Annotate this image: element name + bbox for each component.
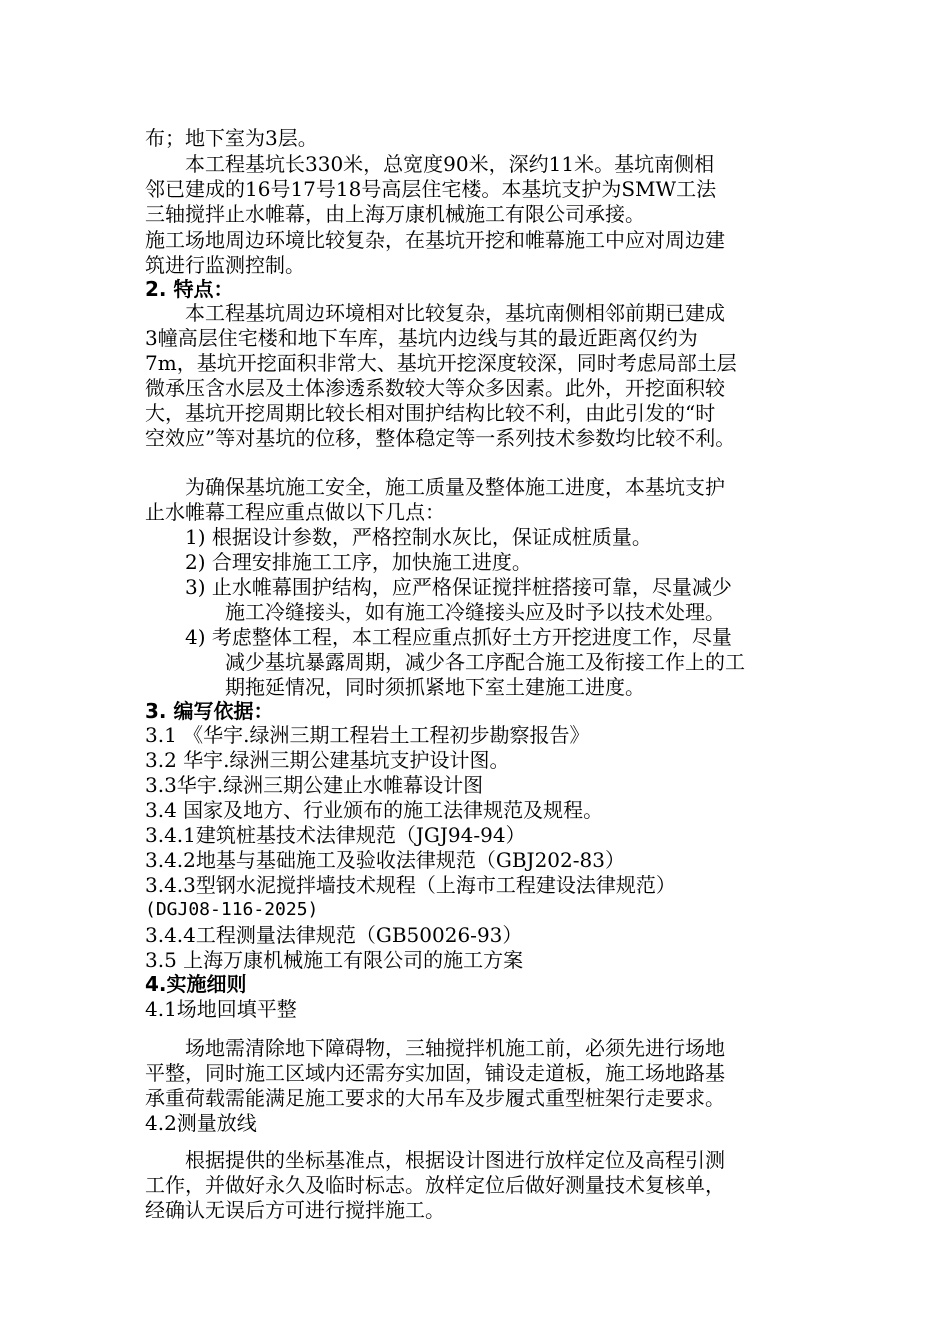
text-line: 大，基坑开挖周期比较长相对围护结构比较不利，由此引发的“时 [145, 401, 716, 425]
reference-item: 3.5 上海万康机械施工有限公司的施工方案 [145, 948, 524, 972]
reference-item: 3.4.4工程测量法律规范（GB50026-93） [145, 923, 523, 947]
text-line: 为确保基坑施工安全，施工质量及整体施工进度，本基坑支护 [145, 475, 725, 499]
text-line: 7m，基坑开挖面积非常大、基坑开挖深度较深，同时考虑局部土层 [145, 351, 737, 375]
text-line: 微承压含水层及土体渗透系数较大等众多因素。此外，开挖面积较 [145, 376, 725, 400]
text-line: 本工程基坑周边环境相对比较复杂，基坑南侧相邻前期已建成 [145, 301, 725, 325]
text-line: 根据提供的坐标基准点，根据设计图进行放样定位及高程引测 [145, 1148, 725, 1172]
text-line: 本工程基坑长330米，总宽度90米，深约11米。基坑南侧相 [145, 152, 715, 176]
reference-item: 3.3华宇.绿洲三期公建止水帷幕设计图 [145, 773, 484, 797]
list-item-continued: 施工冷缝接头，如有施工冷缝接头应及时予以技术处理。 [145, 600, 725, 624]
text-line: 承重荷载需能满足施工要求的大吊车及步履式重型桩架行走要求。 [145, 1086, 725, 1110]
text-line: 布；地下室为3层。 [145, 126, 318, 150]
reference-item: 3.1 《华宇.绿洲三期工程岩土工程初步勘察报告》 [145, 723, 590, 747]
list-item: 3) 止水帷幕围护结构，应严格保证搅拌桩搭接可靠，尽量减少 [145, 575, 732, 599]
text-line: 筑进行监测控制。 [145, 253, 305, 277]
list-item-continued: 期拖延情况，同时须抓紧地下室土建施工进度。 [145, 675, 645, 699]
text-line: 平整，同时施工区域内还需夯实加固，铺设走道板，施工场地路基 [145, 1061, 725, 1085]
text-line: 工作，并做好永久及临时标志。放样定位后做好测量技术复核单， [145, 1173, 725, 1197]
text-line: 三轴搅拌止水帷幕，由上海万康机械施工有限公司承接。 [145, 202, 645, 226]
reference-item: 3.4.2地基与基础施工及验收法律规范（GBJ202-83） [145, 848, 625, 872]
text-line: 施工场地周边环境比较复杂，在基坑开挖和帷幕施工中应对周边建 [145, 228, 725, 252]
reference-item: 3.4.3型钢水泥搅拌墙技术规程（上海市工程建设法律规范） [145, 873, 676, 897]
list-item: 1) 根据设计参数，严格控制水灰比，保证成桩质量。 [145, 525, 652, 549]
text-line: 经确认无误后方可进行搅拌施工。 [145, 1198, 445, 1222]
subsection-heading: 4.2测量放线 [145, 1111, 257, 1135]
reference-item: 3.2 华宇.绿洲三期公建基坑支护设计图。 [145, 748, 510, 772]
text-line: 3幢高层住宅楼和地下车库，基坑内边线与其的最近距离仅约为 [145, 326, 698, 350]
reference-item-continued: (DGJ08-116-2025) [145, 899, 319, 920]
section-heading: 2. 特点： [145, 277, 234, 301]
section-heading: 4.实施细则 [145, 972, 247, 996]
list-item: 2) 合理安排施工工序，加快施工进度。 [145, 550, 532, 574]
text-line: 场地需清除地下障碍物，三轴搅拌机施工前，必须先进行场地 [145, 1036, 725, 1060]
reference-item: 3.4.1建筑桩基技术法律规范（JGJ94-94） [145, 823, 526, 847]
reference-item: 3.4 国家及地方、行业颁布的施工法律规范及规程。 [145, 798, 604, 822]
subsection-heading: 4.1场地回填平整 [145, 997, 297, 1021]
text-line: 空效应”等对基坑的位移，整体稳定等一系列技术参数均比较不利。 [145, 426, 736, 450]
text-line: 邻已建成的16号17号18号高层住宅楼。本基坑支护为SMW工法 [145, 177, 717, 201]
text-line: 止水帷幕工程应重点做以下几点： [145, 500, 445, 524]
list-item: 4) 考虑整体工程，本工程应重点抓好土方开挖进度工作，尽量 [145, 625, 732, 649]
section-heading: 3. 编写依据： [145, 699, 274, 723]
list-item-continued: 减少基坑暴露周期，减少各工序配合施工及衔接工作上的工 [145, 650, 745, 674]
